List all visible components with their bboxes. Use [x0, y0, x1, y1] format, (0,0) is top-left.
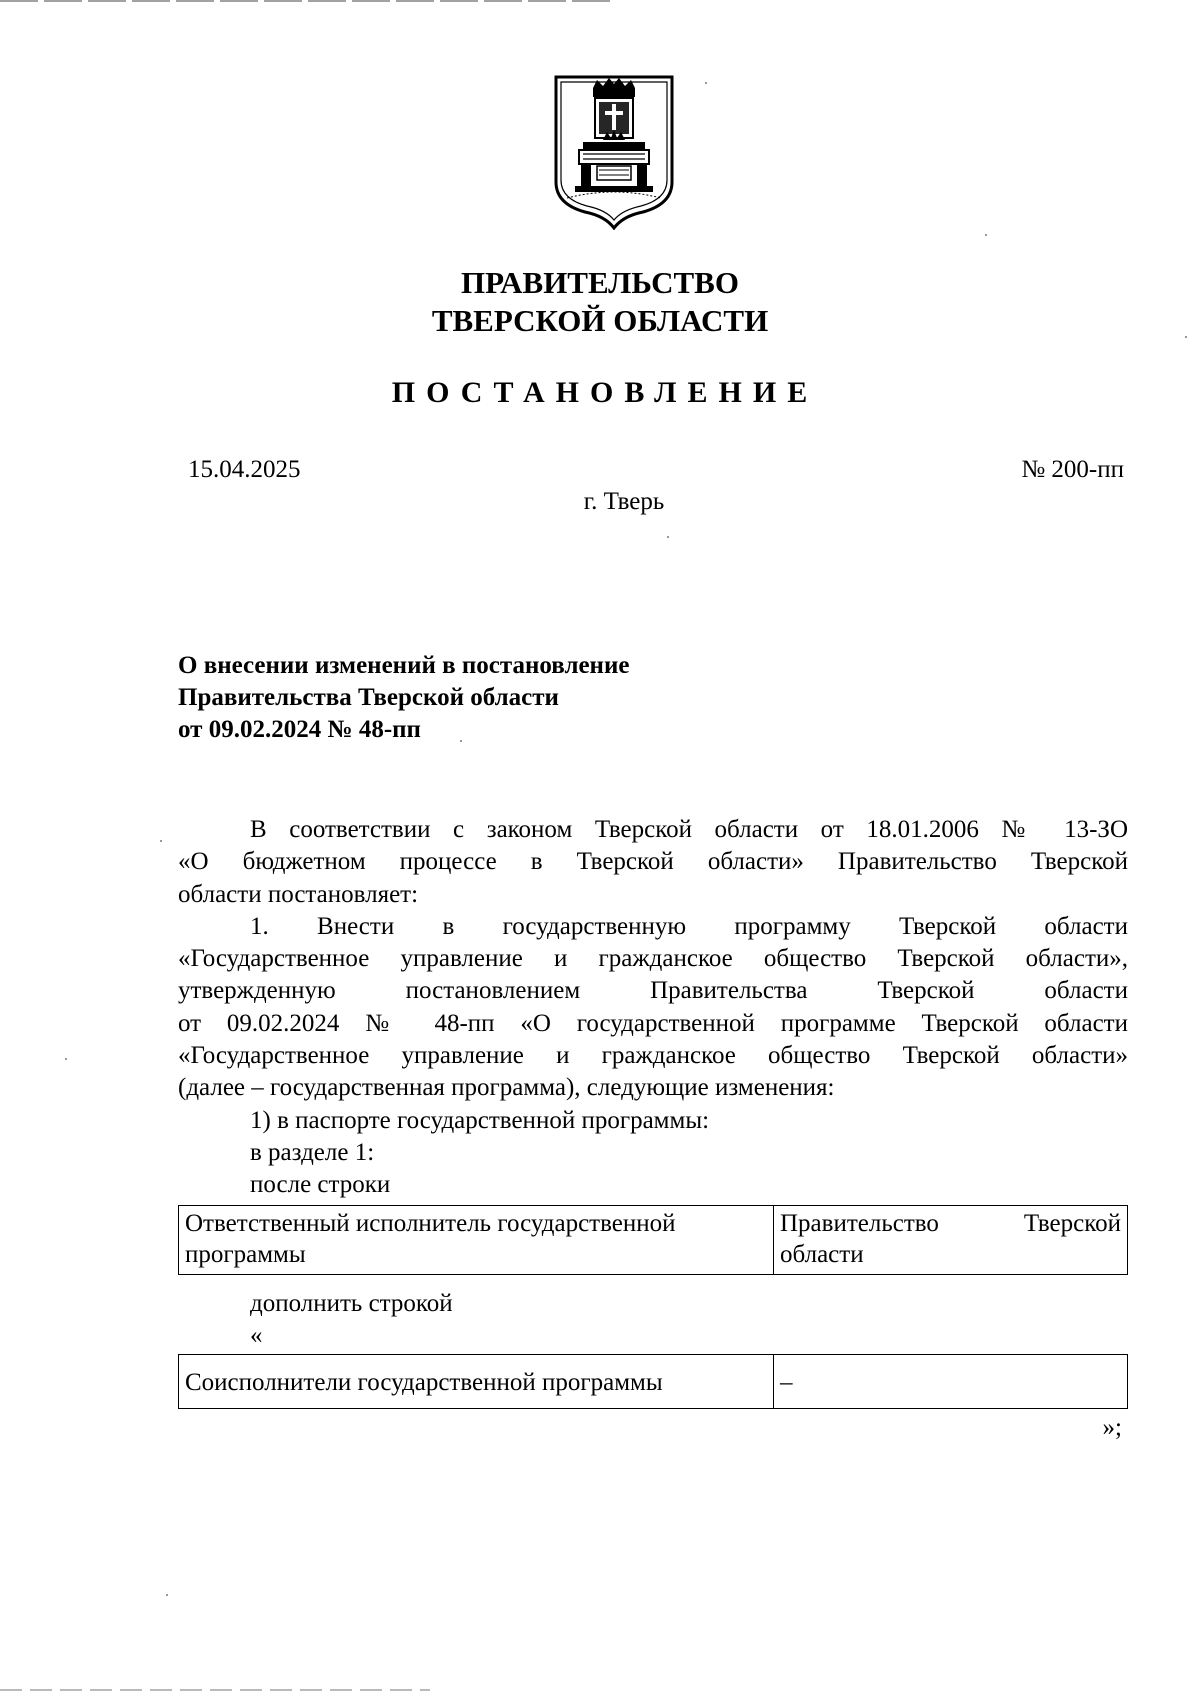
document-date: 15.04.2025: [188, 456, 301, 483]
government-line-1: ПРАВИТЕЛЬСТВО: [461, 265, 739, 300]
document-number: № 200-пп: [1021, 456, 1124, 483]
body-line: (далее – государственная программа), следующие изменения:: [178, 1074, 835, 1102]
subject-line-3: от 09.02.2024 № 48-пп: [178, 716, 421, 743]
scan-speck: [705, 82, 707, 84]
body-line: 1. Внести в государственную программу Тверской области: [250, 912, 1128, 940]
document-body: [178, 814, 1128, 1202]
body-line: от 09.02.2024 № 48-пп «О государственной программе Тверской области: [178, 1009, 1128, 1037]
table-cell-value: –: [774, 1355, 1128, 1409]
body-line: утвержденную постановлением Правительства Тверской области: [178, 977, 1128, 1005]
body-line: В соответствии с законом Тверской области от 18.01.2006 № 13-ЗО: [250, 816, 1128, 843]
government-title: [0, 264, 1200, 340]
add-row-text: дополнить строкой: [250, 1290, 453, 1317]
body-line: «О бюджетном процессе в Тверской области» Правительство Тверской: [178, 848, 1128, 876]
table-row: [179, 1355, 1128, 1409]
body-line: в разделе 1:: [250, 1138, 375, 1166]
subject-line-1: О внесении изменений в постановление: [178, 652, 630, 679]
document-type: ПОСТАНОВЛЕНИЕ: [391, 376, 819, 409]
scan-artifact-bottom: [0, 1689, 430, 1691]
document-subject: [178, 650, 629, 746]
body-line: после строки: [250, 1171, 391, 1199]
scan-artifact-top: [0, 0, 610, 2]
subject-line-2: Правительства Тверской области: [178, 684, 559, 711]
passport-table-existing-row: [178, 1205, 1128, 1275]
body-line: «Государственное управление и гражданское общество Тверской области»: [178, 1042, 1128, 1070]
scan-speck: [460, 740, 462, 742]
passport-table-new-row: [178, 1354, 1128, 1409]
scan-speck: [160, 840, 162, 842]
government-line-2: ТВЕРСКОЙ ОБЛАСТИ: [431, 303, 769, 338]
body-line: «Государственное управление и гражданское общество Тверской области»,: [178, 945, 1128, 973]
scan-speck: [667, 536, 669, 538]
body-line: 1) в паспорте государственной программы:: [250, 1106, 710, 1134]
table-cell-label: Ответственный исполнитель государственной программы: [179, 1206, 774, 1275]
close-quote: »;: [1102, 1414, 1122, 1441]
table-row: [179, 1206, 1128, 1275]
coat-of-arms-icon: [553, 74, 675, 230]
scan-speck: [985, 234, 987, 236]
body-line: области постановляет:: [178, 880, 419, 908]
scan-speck: [1185, 336, 1187, 338]
scan-speck: [65, 1058, 67, 1060]
table-cell-value: Правительство Тверской области: [774, 1206, 1128, 1275]
open-quote: «: [250, 1322, 263, 1349]
scan-speck: [166, 1594, 168, 1596]
table-cell-label: Соисполнители государственной программы: [179, 1355, 774, 1409]
document-city: г. Тверь: [583, 488, 665, 515]
